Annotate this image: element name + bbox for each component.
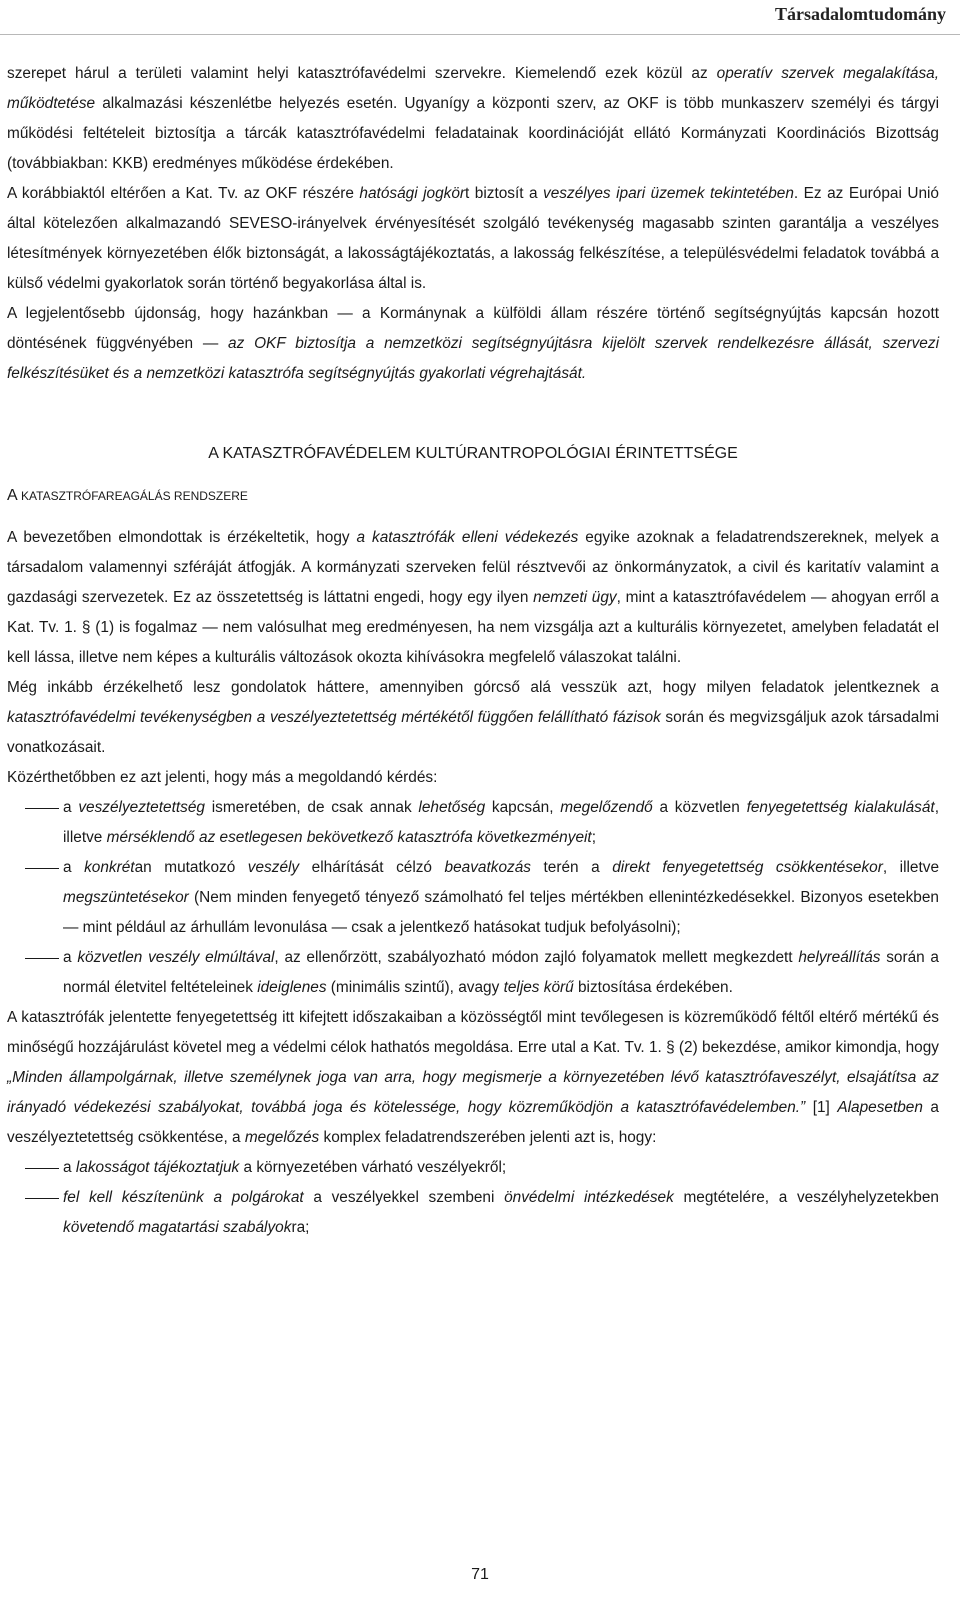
middle-paragraphs — [7, 523, 939, 793]
paragraph: szerepet hárul a területi valamint helyi katasztrófavédelmi szervekre. Kiemelendő ezek közül az operatív szervek megalakítása, működtetése alkalmazási készenlétbe helyezés esetén. Ugyanígy a központi szerv, az OKF is több munkaszerv személyi és tárgyi működési feltételeit biztosítja a tárcák katasztrófavédelmi feladatainak koordinációját ellátó Kormányzati Koordinációs Bizottság (továbbiakban: KKB) eredményes működése érdekében. — [7, 65, 939, 172]
subsection-title-initial: A — [7, 487, 18, 504]
paragraph: A katasztrófák jelentette fenyegetettség itt kifejtett időszakaiban a közösségtől mint tevőlegesen is közreműködő féltől eltérő mértékű és minőségű hozzájárulást követel meg a védelmi célok hathatós megoldása. Erre utal a Kat. Tv. 1. § (2) bekezdése, amikor kimondja, hogy „Minden állampolgárnak, illetve személynek joga van arra, hogy megismerje a környezetében lévő katasztrófaveszélyt, elsajátítsa az irányadó védekezési szabályokat, továbbá joga és kötelessége, hogy közreműködjön a katasztrófavédelemben.” [1] Alapesetben a veszélyeztetettség csökkentése, a megelőzés komplex feladatrendszerében jelenti azt is, hogy: — [7, 1009, 939, 1146]
subsection-title — [7, 481, 939, 511]
paragraph: A korábbiaktól eltérően a Kat. Tv. az OKF részére hatósági jogkört biztosít a veszélyes ipari üzemek tekintetében. Ez az Európai Unió által kötelezően alkalmazandó SEVESO-irányelvek érvényesítését szolgáló tevékenység magasabb szinten garantálja a veszélyes létesítmények környezetében élők biztonságát, a lakosságtájékoztatás, a lakosság felkészítése, a településvédelmi feladatok továbbá a külső védelmi gyakorlatok során történő begyakorlása által is. — [7, 185, 939, 292]
phase-list — [7, 793, 939, 1003]
list-item: a veszélyeztetettség ismeretében, de csak annak lehetőség kapcsán, megelőzendő a közvetlen fenyegetettség kialakulását, illetve mérséklendő az esetlegesen bekövetkező katasztrófa következményeit; — [7, 793, 939, 853]
page-body — [7, 59, 939, 1243]
list-item: fel kell készítenünk a polgárokat a veszélyekkel szembeni önvédelmi intézkedések megtételére, a veszélyhelyzetekben követendő magatartási szabályokra; — [7, 1183, 939, 1243]
section-title: A KATASZTRÓFAVÉDELEM KULTÚRANTROPOLÓGIAI ÉRINTETTSÉGE — [208, 445, 738, 462]
running-header — [0, 0, 960, 35]
prevention-list — [7, 1153, 939, 1243]
list-item: a közvetlen veszély elmúltával, az ellenőrzött, szabályozható módon zajló folyamatok mellett megkezdett helyreállítás során a normál életvitel feltételeinek ideiglenes (minimális szintű), avagy teljes körű biztosítása érdekében. — [7, 943, 939, 1003]
list-item: a konkrétan mutatkozó veszély elhárítását célzó beavatkozás terén a direkt fenyegetettség csökkentésekor, illetve megszüntetésekor (Nem minden fenyegető tényező számolható fel teljes mértékben ellenintézkedésekkel. Bizonyos esetekben — mint például az árhullám levonulása — csak a jelentkező hatásokat tudjuk befolyásolni); — [7, 853, 939, 943]
journal-title: Társadalomtudomány — [774, 4, 946, 24]
bottom-paragraphs — [7, 1003, 939, 1153]
paragraph: Közérthetőbben ez azt jelenti, hogy más a megoldandó kérdés: — [7, 769, 438, 786]
paragraph: A legjelentősebb újdonság, hogy hazánkban — a Kormánynak a külföldi állam részére történő segítségnyújtás kapcsán hozott döntésének függvényében — az OKF biztosítja a nemzetközi segítségnyújtásra kijelölt szervek rendelkezésre állását, szervezi felkészítésüket és a nemzetközi katasztrófa segítségnyújtás gyakorlati végrehajtását. — [7, 305, 939, 382]
paragraph: Még inkább érzékelhető lesz gondolatok háttere, amennyiben górcső alá vesszük azt, hogy milyen feladatok jelentkeznek a katasztrófavédelmi tevékenységben a veszélyeztetettség mértékétől függően felállítható fázisok során és megvizsgáljuk azok társadalmi vonatkozásait. — [7, 679, 939, 756]
top-paragraphs — [7, 59, 939, 389]
page-number: 71 — [471, 1566, 489, 1583]
paragraph: A bevezetőben elmondottak is érzékeltetik, hogy a katasztrófák elleni védekezés egyike azoknak a feladatrendszereknek, melyek a társadalom valamennyi szféráját átfogják. A kormányzati szerveken felül résztvevői az önkormányzatok, a civil és karitatív valamint a gazdasági szervezetek. Ez az összetettség is láttatni engedi, hogy egy ilyen nemzeti ügy, mint a katasztrófavédelem — ahogyan erről a Kat. Tv. 1. § (1) is fogalmaz — nem valósulhat meg eredményesen, ha nem vizsgálja azt a kulturális környezetet, amelyben feladatát el kell lássa, illetve nem képes a kulturális változások okozta kihívásokra megfelelő válaszokat találni. — [7, 529, 939, 666]
subsection-title-rest: KATASZTRÓFAREAGÁLÁS RENDSZERE — [17, 489, 248, 503]
list-item: a lakosságot tájékoztatjuk a környezetében várható veszélyekről; — [7, 1153, 939, 1183]
